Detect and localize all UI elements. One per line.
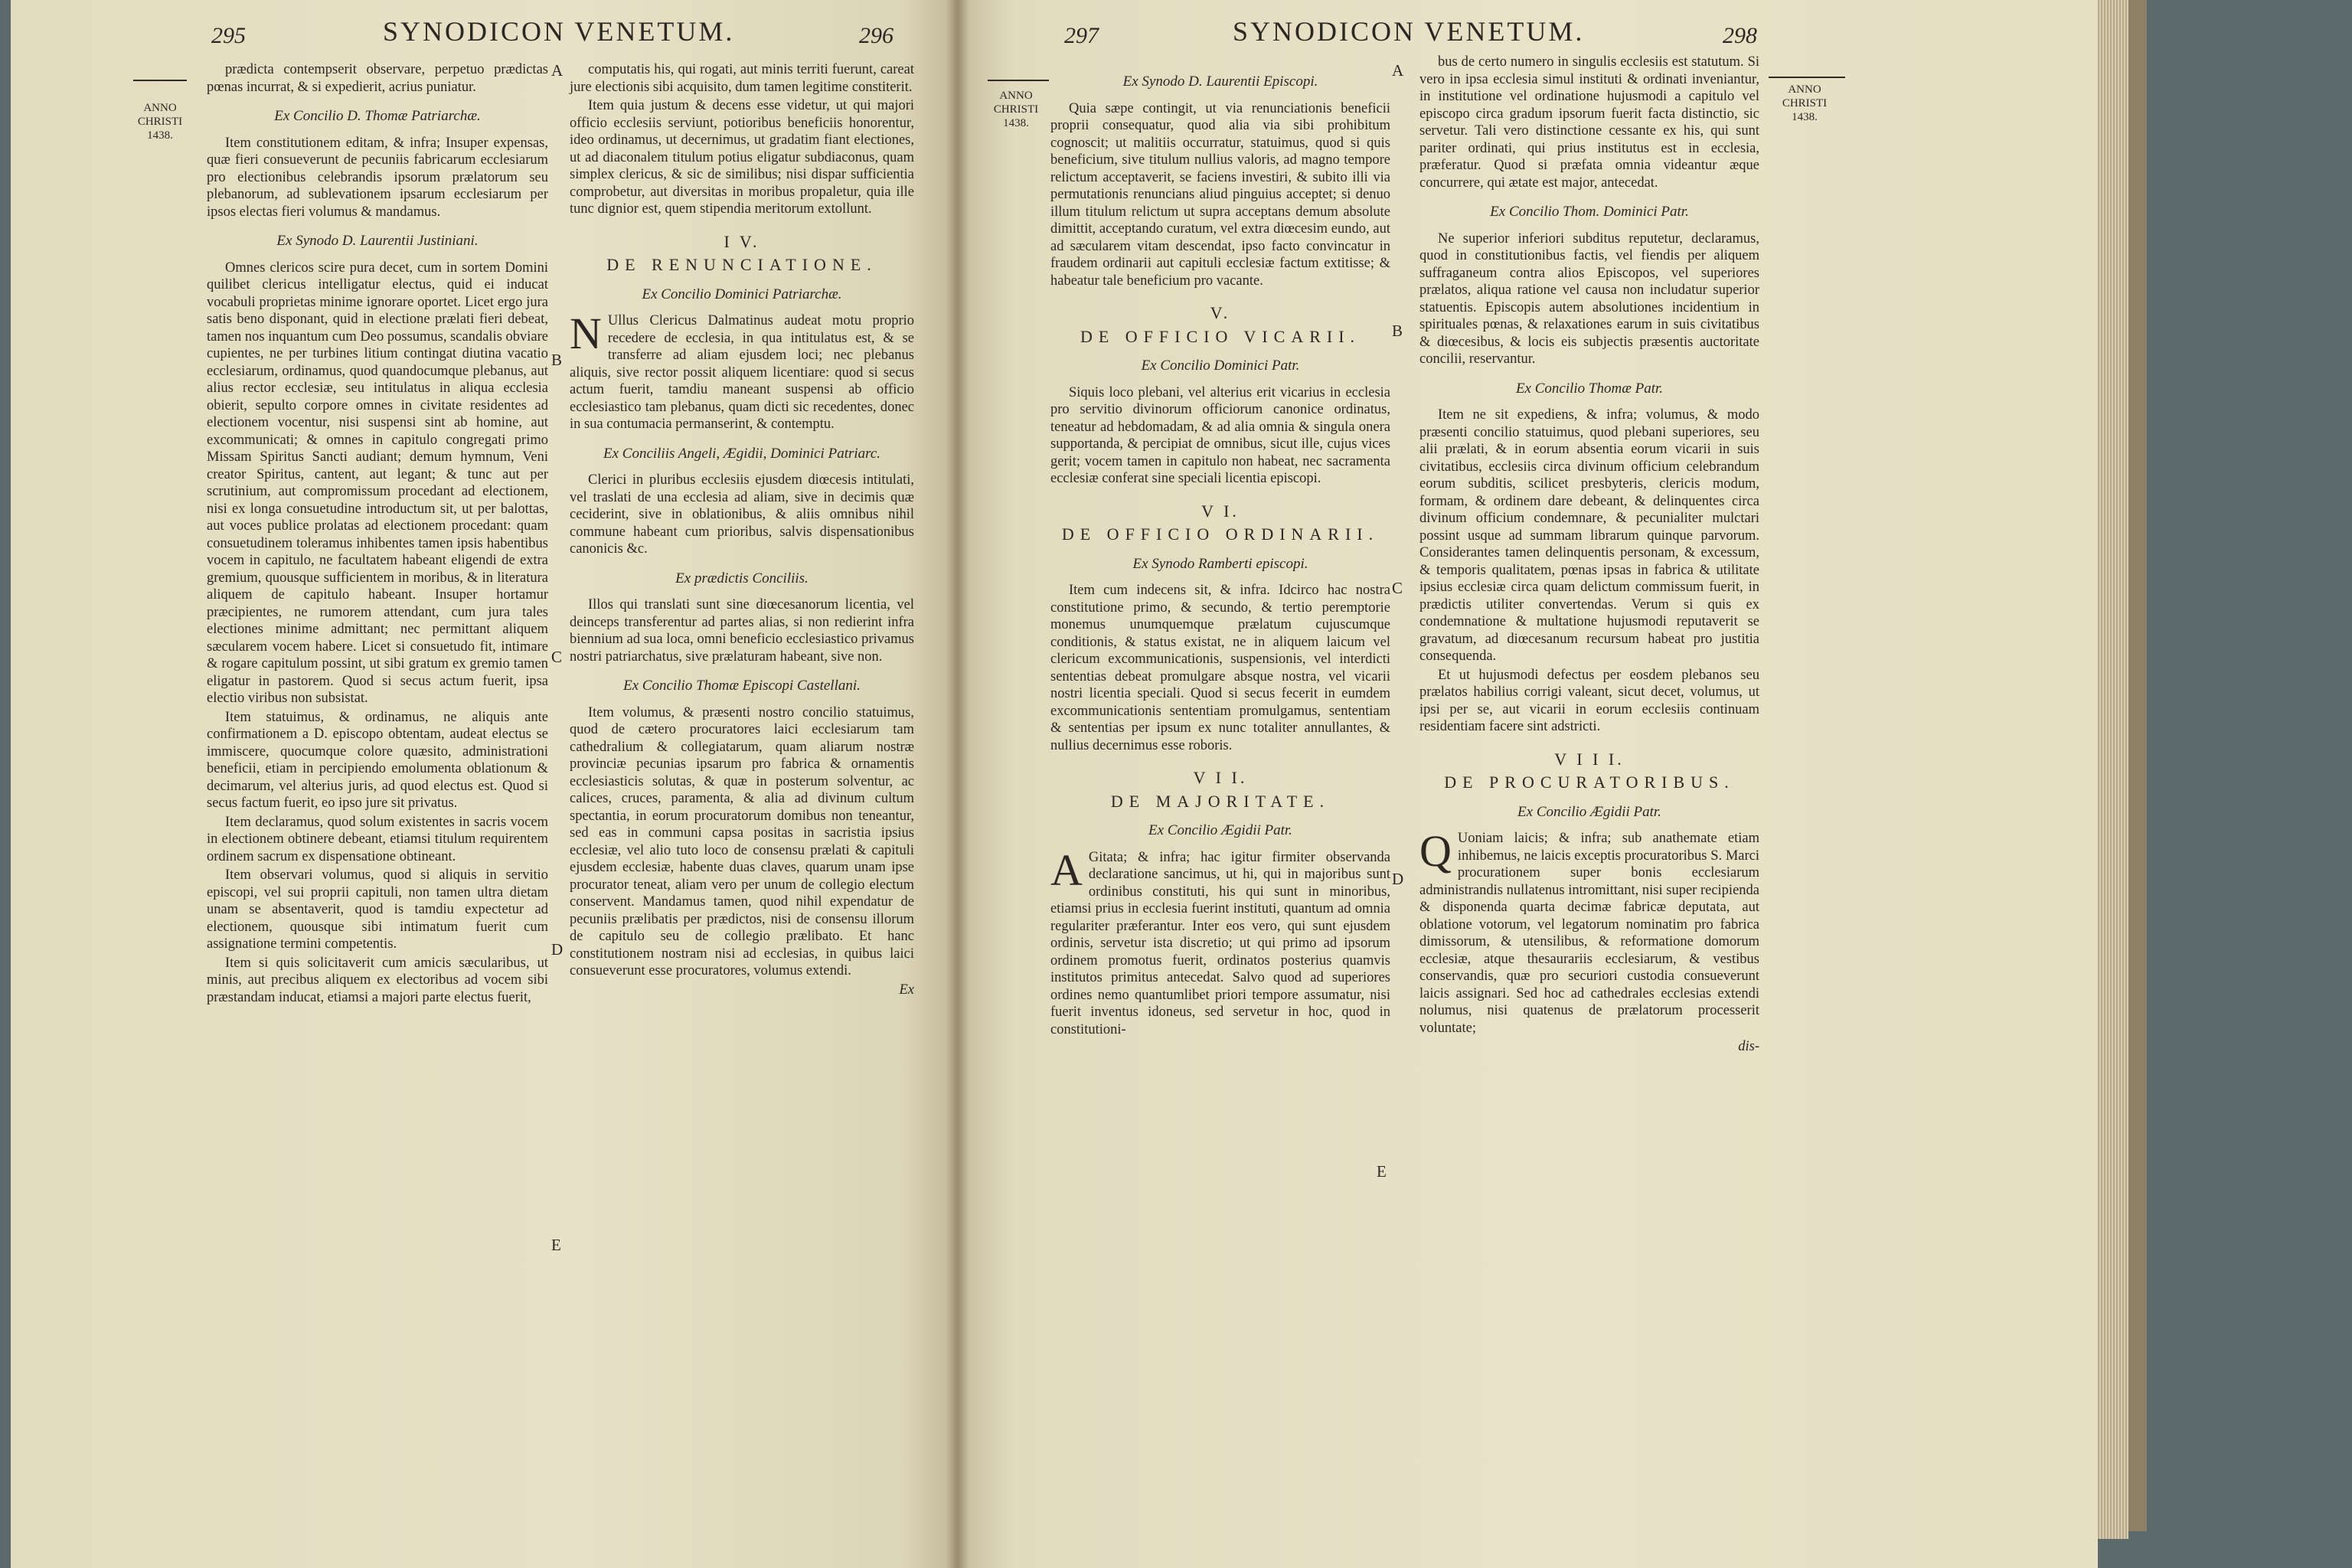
paragraph: Omnes clericos scire pura decet, cum in sortem Domini quilibet clericus intelligatur electus, quid ei inducat vocabuli proprietas minime ignorare oportet. Licet ergo jura satis beno disponant, quid in electione prælati fieri debeat, tamen nos inquantum cum Deo possumus, scandalis obviare cupientes, ne per turbines litium contingat diutina vacatio ecclesiarum, ordinamus, quod quandocumque plebanus, aut alius rector ecclesiæ, seu intitulatus in aliqua ecclesia obierit, sepulto corpore omnes in civitate residentes ad electionem vocentur, nisi suspensi sint ab homine, aut excommunicati; & omnes in capitulo congregati primo Missam Spiritus Sancti audiant; demum hymnum, Veni creator Spiritus, cantent, aut legant; & tunc aut per scrutinium, aut compromissum procedant ad electionem, nisi ex longa consuetudine introductum sit, ut per balottas, aut voces publice prolatas ad electionem procedant: quam consuetudinem toleramus inhibentes tamen ipsis habentibus vocem in capitulo, ne facultatem habeant eligendi de extra gremium, quousque sufficientem in moribus, & in literatura aliquem de capitulo habeant. Insuper hortamur præcipientes, ne rumorem attendant, cum jura tales electiones minime admittant; nec permittant aliquem sæcularem vocem habere. Licet si consuetudo fit, intimare & rogare capitulum possint, ut sibi gratum ex gremio tamen eligatur in pastorem. Quod si secus actum fuerit, ipsa electio viribus non subsistat. <box>207 260 548 706</box>
page-number: 296 <box>859 23 893 48</box>
margin-letter: C <box>551 648 563 666</box>
page-number: 298 <box>1723 23 1757 48</box>
paragraph: Item constitutionem editam, & infra; Insuper expensas, quæ fieri consueverunt de pecuniis fabricarum ecclesiarum pro electionibus celebrandis ipsorum prælatorum seu plebanorum, ad sublevationem ipsarum ecclesiarum per ipsos electas fieri volumus & mandamus. <box>207 135 548 220</box>
margin-note-year <box>1778 83 1831 124</box>
margin-letter: B <box>551 351 563 369</box>
page-number: 295 <box>211 23 246 48</box>
source-heading: Ex Concilio D. Thomæ Patriarchæ. <box>274 108 481 124</box>
catchword: Ex <box>899 982 914 998</box>
open-book <box>11 0 2315 1568</box>
paragraph <box>1050 844 1390 1039</box>
margin-letter: D <box>1392 870 1404 888</box>
text-column <box>1419 54 1759 1547</box>
margin-note-year <box>133 101 187 142</box>
section-title: DE OFFICIO ORDINARII. <box>1061 524 1380 544</box>
margin-rule <box>988 80 1049 81</box>
source-heading: Ex Synodo Ramberti episcopi. <box>1132 555 1308 572</box>
paragraph: Item ne sit expediens, & infra; volumus, & modo præsenti concilio statuimus, quod plebani superiores, seu alii prælati, & in eorum absentia eorum vicarii in suis civitatibus, ecclesiis circa divinum officium celebrandum eorum subditis, scilicet presbyteris, clericis modum, formam, & ordinem dare debeant, & delinquentes circa divinum officium condemnare, & pecunialiter mulctari possint usque ad summam librarum quinque parvorum. Considerantes tamen delinquentis personam, & excessum, & temporis qualitatem, pœnas ipsas in fabrica & utilitate ipsius ecclesiæ circa quam delictum commissum fuerit, in prædictis utiliter convertendas. Verum si quis ex condemnatione & multatione hujusmodi reputaverit se gravatum, ad diœcesanum recursum habeat pro justitia consequenda. <box>1419 407 1759 664</box>
paragraph: Clerici in pluribus ecclesiis ejusdem diœcesis intitulati, vel traslati de una ecclesia ad aliam, sive in decimis quæ ceciderint, sive in oblationibus, & aliis omnibus nihil commune habeant cum prioribus, salvis dispensationibus canonicis &c. <box>570 472 914 557</box>
source-heading: Ex Concilio Ægidii Patr. <box>1517 803 1661 820</box>
paragraph-text: Gitata; & infra; hac igitur firmiter observanda declaratione sancimus, ut hi, qui in majoribus sunt ordinibus constituti, his qui sunt in minoribus, etiamsi prius in ecclesia fuerint instituti, quantum ad omnia regulariter præferantur. Inter eos vero, qui sunt ejusdem ordinis, servetur ista discretio; ut qui primo ad ipsorum ordinem promotus fuerit, ordinatos posterius quamvis institutos primitus antecedat. Salvo quod ad superiores ordines nemo quantumlibet priori tempore assumatur, nisi fuerit inventus idoneus, sed servetur in hoc, quod in constitutioni- <box>1050 849 1390 1037</box>
right-page <box>957 0 2098 1568</box>
paragraph: bus de certo numero in singulis ecclesiis est statutum. Si vero in ipsa ecclesia simul instituti & ordinati inveniantur, in institutione vel ordinatione hujusmodi a capitulo vel episcopo circa gradum ipsorum fuerit facta distinctio, sic servetur. Tali vero distinctione cessante ex his, qui sunt pariter ordinati, qui prius institutus est in ecclesia, præferatur. Quod si præfata omnia videantur æque concurrere, qui ætate est major, antecedat. <box>1419 54 1759 191</box>
section-number: I V. <box>724 231 760 251</box>
margin-letter: E <box>1377 1162 1387 1181</box>
section-number: V I. <box>1201 501 1240 521</box>
paragraph: Item cum indecens sit, & infra. Idcirco hac nostra constitutione primo, & secundo, & tertio peremptorie monemus unumquemque prælatum cujuscumque conditionis, & status existat, ne in aliquem laicum vel clericum excommunicationis, suspensionis, vel interdicti sententias debeat promulgare absque nostra, vel vicarii nostri licentia speciali. Quod si secus fecerit in eumdem excommunicationis sententiam promulgamus, sententiam & sententias per ipsum ex nunc totaliter annullantes, & nullius decernimus esse roboris. <box>1050 583 1390 753</box>
source-heading: Ex Concilio Ægidii Patr. <box>1148 822 1292 838</box>
paragraph: Item si quis solicitaverit cum amicis sæcularibus, ut minis, aut precibus aliquem ex electoribus ad vocem sibi præstandam inducat, etiamsi a majori parte electus fuerit, <box>207 955 548 1005</box>
section-title: DE OFFICIO VICARII. <box>1080 326 1361 346</box>
margin-rule <box>1769 77 1845 78</box>
paragraph: Illos qui translati sunt sine diœcesanorum licentia, vel deinceps transferentur ad partes alias, si non redierint infra biennium ad sua loca, omni beneficio ecclesiastico privamus nostri patriarchatus, sive prælaturam habeant, sive non. <box>570 597 914 665</box>
margin-letter: C <box>1392 579 1403 597</box>
paragraph: Item quia justum & decens esse videtur, ut qui majori officio ecclesiis serviunt, potioribus beneficiis honorentur, ideo ordinamus, ut decernimus, ut gradatim fiant electiones, ut ad diaconalem titulum potius eligatur subdiaconus, quam simplex clericus, & sic de similibus; nisi dispar sufficientia comprobetur, aut diversitas in moribus propaletur, quia ille tunc dignior est, quem stipendia meritorum extollunt. <box>570 98 914 217</box>
paragraph <box>570 309 914 433</box>
margin-letter: E <box>551 1236 561 1254</box>
section-title: DE PROCURATORIBUS. <box>1444 773 1735 792</box>
paragraph: prædicta contempserit observare, perpetuo prædictas pœnas incurrat, & si expedierit, acrius puniatur. <box>207 62 548 95</box>
margin-rule <box>133 80 187 81</box>
running-header: SYNODICON VENETUM. <box>383 16 735 47</box>
paragraph: Item declaramus, quod solum existentes in sacris vocem in electionem obtinere debeant, etiamsi titulum requirentem ordinem sacrum ex dispensatione obtineant. <box>207 814 548 864</box>
source-heading: Ex Synodo D. Laurentii Justiniani. <box>276 233 479 249</box>
margin-note-line: 1438. <box>147 129 173 142</box>
page-number: 297 <box>1064 23 1099 48</box>
drop-cap: Q <box>1419 826 1452 876</box>
paragraph: Quia sæpe contingit, ut via renunciationis beneficii proprii consequatur, quod alia via sibi prohibitum cognoscit; ut malitiis occurratur, statuimus, quod si quis beneficium, sive titulum nullius valoris, ad magno tempore relictum acceptaverit, se faciens investiri, & subito illi via permutationis renuncians aliud pinguius acceptet; si denuo illum titulum relictum ut supra acceptans demum absolute dimittit, acceptando curatum, vel extra diœcesim eundo, aut ad sæcularem vitam descendat, ipso facto convincatur in fraudem ordinarii aut capituli ecclesiæ factum extitisse; & habeatur tale beneficium pro vacante. <box>1050 100 1390 289</box>
source-heading: Ex Conciliis Angeli, Ægidii, Dominici Patriarc. <box>603 445 881 462</box>
paragraph: Item volumus, & præsenti nostro concilio statuimus, quod de cætero procuratores laici ecclesiarum tam cathedralium & collegiatarum, quam aliarum nostræ provinciæ pecunias ipsarum pro fabrica & ornamentis ecclesiasticis solutas, & quæ in posterum solventur, ac calices, cruces, paramenta, & alia ad divinum cultum spectantia, in eorum procuratorum domibus non teneantur, sed eas in communi capsa positas in sacristia ipsius ecclesiæ, vel alio tuto loco de consensu prælati & capituli ejusdem ecclesiæ, habente duas claves, quarum unam ipse procurator teneat, aliam vero per unum de collegio electum conservent. Mandamus tamen, quod nihil expendatur de pecuniis prælibatis per prædictos, nisi de consensu illorum de capitulo seu de collegio prælibato. Et hanc constitutionem nostram nisi ad ecclesias, in quibus laici consueverunt esse procuratores, volumus extendi. <box>570 704 914 978</box>
source-heading: Ex prædictis Conciliis. <box>675 570 808 586</box>
text-column <box>1050 61 1390 1547</box>
running-header: SYNODICON VENETUM. <box>1233 16 1585 47</box>
catchword: dis- <box>1738 1039 1759 1054</box>
source-heading: Ex Synodo D. Laurentii Episcopi. <box>1122 74 1318 90</box>
margin-letter: A <box>1392 61 1404 80</box>
margin-note-line: CHRISTI <box>1782 97 1828 109</box>
section-number: V I I I. <box>1554 749 1625 769</box>
section-title: DE MAJORITATE. <box>1110 791 1331 811</box>
margin-letter: D <box>551 940 564 959</box>
source-heading: Ex Concilio Thomæ Episcopi Castellani. <box>623 678 861 694</box>
drop-cap: N <box>570 309 602 358</box>
margin-note-line: ANNO <box>143 102 177 114</box>
book-gutter <box>946 0 969 1568</box>
paragraph: Et ut hujusmodi defectus per eosdem plebanos seu prælatos habilius corrigi valeant, sicut decet, volumus, ut ipsi per se, aut vicarii in eorum ecclesiis continuam residentiam facere sint adstricti. <box>1419 667 1759 734</box>
section-number: V I I. <box>1193 768 1248 787</box>
source-heading: Ex Concilio Thom. Dominici Patr. <box>1490 204 1689 220</box>
source-heading: Ex Concilio Thomæ Patr. <box>1515 380 1664 397</box>
section-number: V. <box>1210 303 1231 322</box>
margin-note-line: CHRISTI <box>993 103 1039 116</box>
text-column <box>207 61 548 1547</box>
book-cover-edge <box>2128 0 2147 1531</box>
source-heading: Ex Concilio Dominici Patriarchæ. <box>642 286 842 302</box>
margin-note-line: ANNO <box>1788 83 1821 96</box>
page-edges <box>2098 0 2128 1539</box>
margin-note-line: CHRISTI <box>137 116 183 128</box>
margin-note-line: 1438. <box>1003 117 1029 129</box>
margin-note-year <box>989 89 1043 130</box>
margin-note-line: ANNO <box>999 90 1033 102</box>
paragraph: computatis his, qui rogati, aut minis territi fuerunt, careat jure electionis sibi acquisito, dum tamen legitime constiterit. <box>570 62 914 95</box>
source-heading: Ex Concilio Dominici Patr. <box>1141 358 1300 374</box>
margin-letter: B <box>1392 322 1403 340</box>
paragraph: Item statuimus, & ordinamus, ne aliquis ante confirmationem a D. episcopo obtentam, audeat electus se immiscere, quocumque colore quæsito, administrationi beneficii, etiam in percipiendo emolumenta oblationum & decimarum, vel alterius juris, ad quod electus est. Quod si secus factum fuerit, eo ipso jure sit privatus. <box>207 709 548 811</box>
margin-note-line: 1438. <box>1792 111 1818 123</box>
paragraph <box>1419 826 1759 1037</box>
paragraph: Item observari volumus, quod si aliquis in servitio episcopi, vel sui proprii capituli, non tamen ultra dietam unam se absentaverit, quod is tamdiu expectetur ad electionem, quousque sibi intimatum fuerit cum assignatione termini competentis. <box>207 867 548 952</box>
left-page <box>11 0 957 1568</box>
paragraph: Ne superior inferiori subditus reputetur, declaramus, quod in constitutionibus factis, vel fiendis per aliquem suffraganeum contra alios Episcopos, vel superiores prælatos, aliqua ratione vel causa non includatur superior statuentis. Episcopis autem absolutiones incidentium in spirituales pœnas, & relaxationes earum in suis civitatibus & diœcesibus, & locis eis subjectis præsentis auctoritate concilii, reservantur. <box>1419 230 1759 367</box>
section-title: DE RENUNCIATIONE. <box>606 255 877 274</box>
drop-cap: A <box>1050 844 1083 895</box>
margin-letter: A <box>551 61 564 80</box>
paragraph: Siquis loco plebani, vel alterius erit vicarius in ecclesia pro servitio divinorum officiorum canonice ordinatus, teneatur ad hebdomadam, & ad alia omnia & singula onera supportanda, & percipiat de omnibus, sicut ille, cujus vices gerit; vocem tamen in capitulo non habeat, nec sacramenta ecclesiæ conferat sine speciali licentia episcopi. <box>1050 384 1390 486</box>
paragraph-text: Ullus Clericus Dalmatinus audeat motu proprio recedere de ecclesia, in qua intitulatus est, & se transferre ad aliam ejusdem loci; nec plebanus aliquis, sive rector possit aliquem licentiare: quod si secus actum fuerit, tamdiu maneant suspensi ab officio ecclesiastico tam plebanus, quam dicti sic recedentes, donec in sua contumacia permanserint, & contemptu. <box>570 313 914 432</box>
paragraph-text: Uoniam laicis; & infra; sub anathemate etiam inhibemus, ne laicis exceptis procuratoribus S. Marci procurationem super bonis ecclesiarum administrandis nullatenus intromittant, nisi super recipienda & disponenda quarta decimæ fabricæ deputata, aut oblatione votorum, vel legatorum nominatim pro fabrica dimissorum, & utensilibus, & reformatione domorum ecclesiæ, atque thesaurariis ecclesiarum, & vestibus conservandis, quæ pro securiori custodia consueverunt laicis assignari. Sed hoc ad cathedrales ecclesias extendi nolumus, nisi quatenus de prælatorum processerit voluntate; <box>1419 831 1759 1036</box>
text-column <box>570 61 914 1547</box>
